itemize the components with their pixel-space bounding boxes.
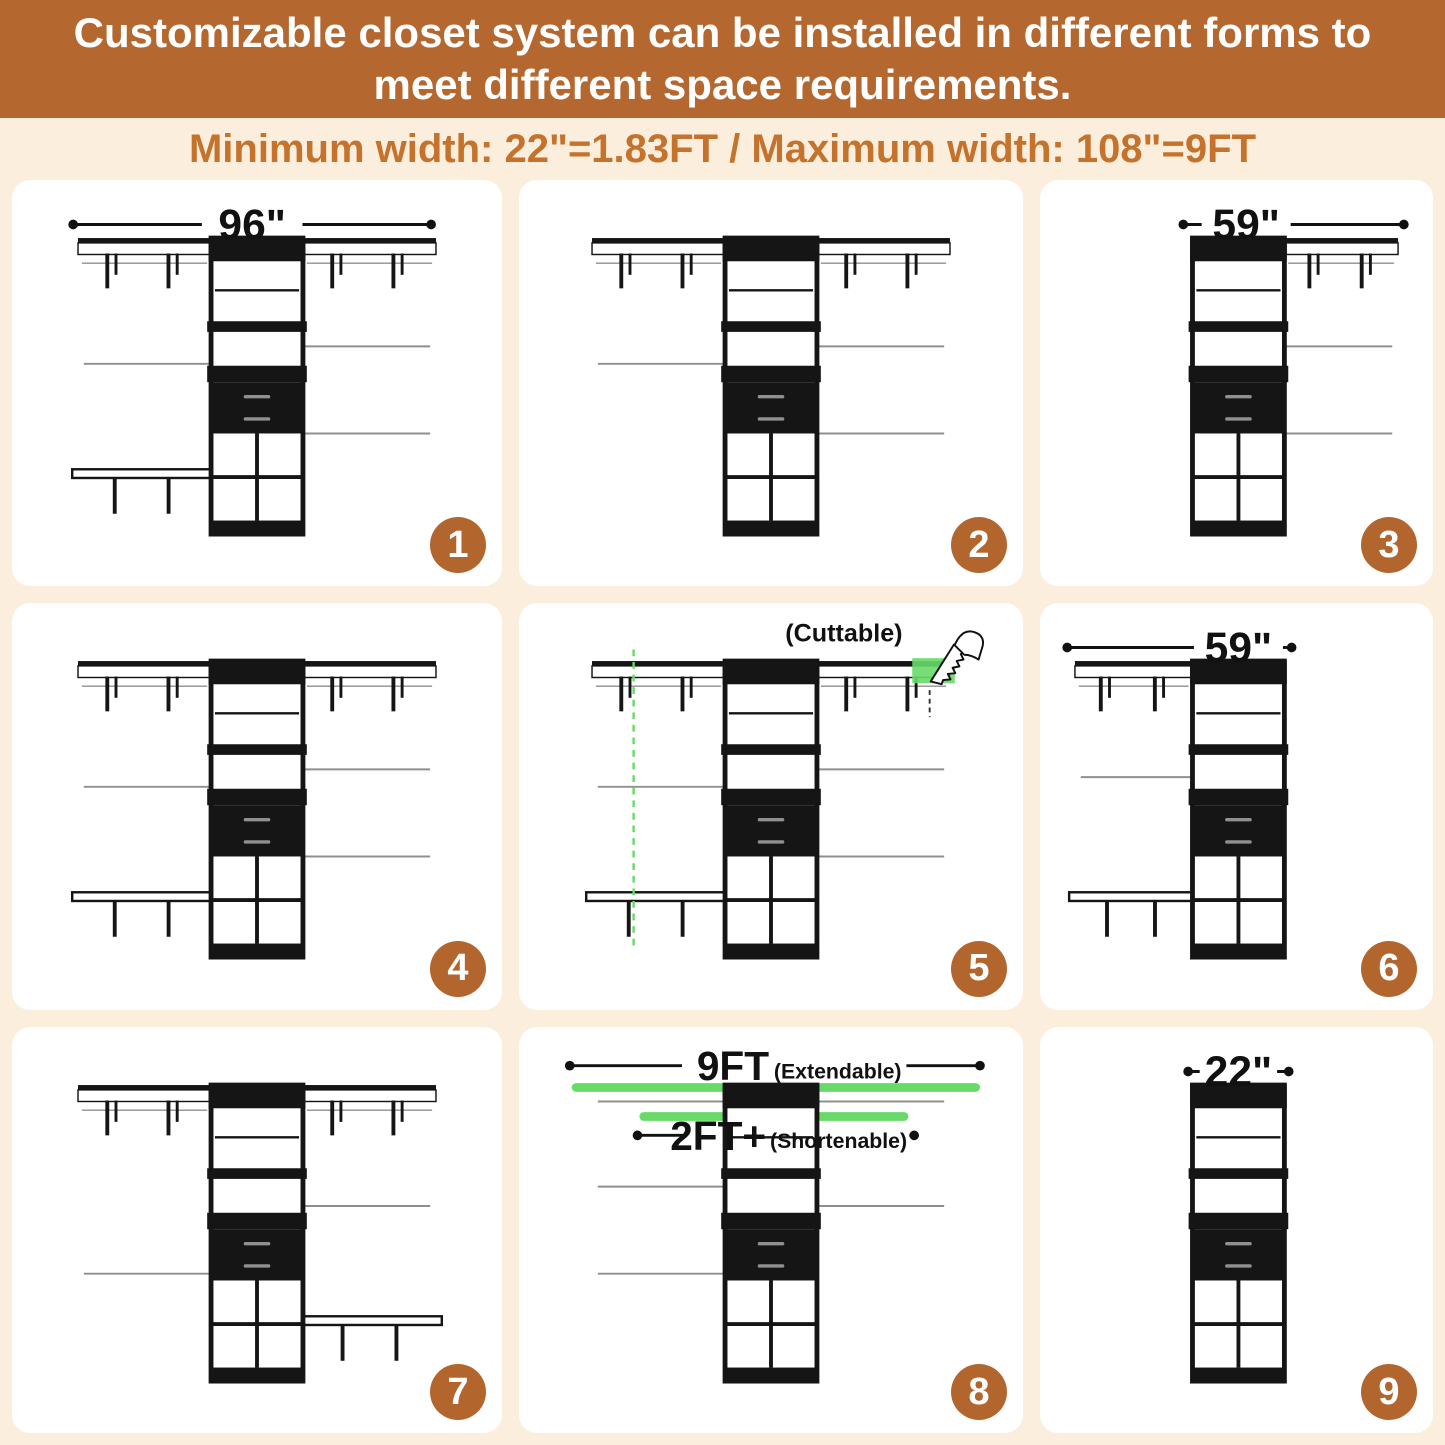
- dimension-endpoint: [975, 1061, 985, 1071]
- tower-open-shelf: [721, 789, 821, 805]
- panel-8: [519, 1027, 1023, 1433]
- tower-base: [210, 1367, 304, 1381]
- panel-1: [12, 180, 502, 586]
- panel-number-badge: 3: [1361, 517, 1417, 573]
- cuttable-label: (Cuttable): [785, 620, 903, 649]
- dimension-label: 59": [1204, 624, 1273, 673]
- closet-diagram: [12, 180, 502, 586]
- shortenable-label: 2FT+: [670, 1112, 767, 1159]
- tower-shelf-band: [721, 745, 821, 756]
- tower-open-shelf: [1189, 366, 1289, 382]
- low-shelf: [586, 893, 728, 902]
- dimension-endpoint: [1284, 1066, 1294, 1076]
- wire-shelf: [303, 666, 436, 678]
- low-shelf: [72, 893, 214, 902]
- drawer-block: [1194, 806, 1282, 857]
- tower-base: [724, 521, 818, 535]
- page-title: Customizable closet system can be installed in different forms to meet different space requirements.: [73, 8, 1372, 108]
- dimension-endpoint: [1399, 220, 1409, 230]
- wire-shelf: [78, 666, 211, 678]
- tower-shelf-band: [721, 1168, 821, 1179]
- closet-diagram: [12, 603, 502, 1009]
- tower-base: [210, 521, 304, 535]
- dimension-endpoint: [1062, 643, 1072, 653]
- panel-number-badge: 6: [1361, 941, 1417, 997]
- panel-number-badge: 5: [951, 941, 1007, 997]
- top-rail: [303, 1085, 436, 1090]
- top-rail: [817, 238, 950, 243]
- tower-open-shelf: [1189, 789, 1289, 805]
- tower-shelf-band: [207, 321, 307, 332]
- top-rail: [592, 238, 725, 243]
- panel-9: [1040, 1027, 1433, 1433]
- tower-base: [1192, 944, 1286, 958]
- panel-2: [519, 180, 1023, 586]
- dimension-endpoint: [1287, 643, 1297, 653]
- dimension-label: 96": [218, 201, 286, 250]
- tower-top-band: [209, 661, 306, 684]
- wire-shelf: [817, 243, 950, 255]
- panel-number-badge: 2: [951, 517, 1007, 573]
- dimension-label: 59": [1212, 201, 1280, 250]
- closet-diagram: [519, 180, 1023, 586]
- drawer-block: [727, 806, 815, 857]
- tower-open-shelf: [1189, 1212, 1289, 1228]
- drawer-block: [1194, 1229, 1282, 1280]
- tower-shelf-band: [1189, 321, 1289, 332]
- top-rail: [78, 661, 211, 666]
- tower-open-shelf: [721, 366, 821, 382]
- wire-shelf: [303, 1090, 436, 1102]
- tower-top-band: [209, 1085, 306, 1108]
- tower-top-band: [723, 238, 820, 261]
- drawer-block: [727, 382, 815, 433]
- dimension-endpoint: [68, 220, 78, 230]
- closet-diagram: [12, 1027, 502, 1433]
- configuration-grid: [12, 180, 1433, 1433]
- top-rail: [78, 1085, 211, 1090]
- tower-base: [1192, 1367, 1286, 1381]
- panel-4: [12, 603, 502, 1009]
- tower-top-band: [723, 661, 820, 684]
- low-shelf: [72, 469, 214, 478]
- panel-number-badge: 8: [951, 1364, 1007, 1420]
- panel-3: [1040, 180, 1433, 586]
- extendable-note: (Extendable): [773, 1058, 902, 1083]
- closet-diagram: [519, 1027, 1023, 1433]
- tower-open-shelf: [207, 1212, 307, 1228]
- wire-shelf: [78, 1090, 211, 1102]
- panel-5: [519, 603, 1023, 1009]
- dimension-endpoint: [1178, 220, 1188, 230]
- dimension-endpoint: [633, 1130, 643, 1140]
- tower-open-shelf: [207, 366, 307, 382]
- wire-shelf: [592, 666, 725, 678]
- dimension-endpoint: [1183, 1066, 1193, 1076]
- tower-base: [724, 1367, 818, 1381]
- tower-shelf-band: [207, 1168, 307, 1179]
- top-rail: [1075, 661, 1193, 666]
- extendable-label: 9FT: [696, 1042, 770, 1089]
- panel-6: [1040, 603, 1433, 1009]
- drawer-block: [727, 1229, 815, 1280]
- tower-shelf-band: [207, 745, 307, 756]
- tower-open-shelf: [207, 789, 307, 805]
- top-rail: [1284, 238, 1398, 243]
- wire-shelf: [1284, 243, 1398, 255]
- drawer-block: [213, 382, 301, 433]
- tower-shelf-band: [1189, 1168, 1289, 1179]
- width-range-subtitle: Minimum width: 22"=1.83FT / Maximum width: 108"=9FT: [188, 126, 1256, 171]
- dimension-endpoint: [909, 1130, 919, 1140]
- panel-number-badge: 1: [430, 517, 486, 573]
- top-rail: [303, 661, 436, 666]
- tower-base: [210, 944, 304, 958]
- top-rail: [78, 238, 211, 243]
- wire-shelf: [592, 243, 725, 255]
- tower-shelf-band: [721, 321, 821, 332]
- panel-7: [12, 1027, 502, 1433]
- panel-number-badge: 9: [1361, 1364, 1417, 1420]
- top-rail: [592, 661, 725, 666]
- dimension-endpoint: [426, 220, 436, 230]
- drawer-block: [213, 806, 301, 857]
- panel-number-badge: 7: [430, 1364, 486, 1420]
- tower-shelf-band: [1189, 745, 1289, 756]
- closet-diagram: [519, 603, 1023, 1009]
- low-shelf: [1069, 893, 1195, 902]
- header-banner: [0, 0, 1445, 118]
- wire-shelf: [78, 243, 211, 255]
- top-rail: [303, 238, 436, 243]
- tower-base: [1192, 521, 1286, 535]
- drawer-block: [1194, 382, 1282, 433]
- wire-shelf: [303, 243, 436, 255]
- tower-base: [724, 944, 818, 958]
- dimension-endpoint: [565, 1061, 575, 1071]
- drawer-block: [213, 1229, 301, 1280]
- wire-shelf: [1075, 666, 1193, 678]
- panel-number-badge: 4: [430, 941, 486, 997]
- tower-open-shelf: [721, 1212, 821, 1228]
- low-shelf: [300, 1316, 442, 1325]
- shortenable-note: (Shortenable): [770, 1128, 908, 1153]
- dimension-label: 22": [1204, 1047, 1273, 1096]
